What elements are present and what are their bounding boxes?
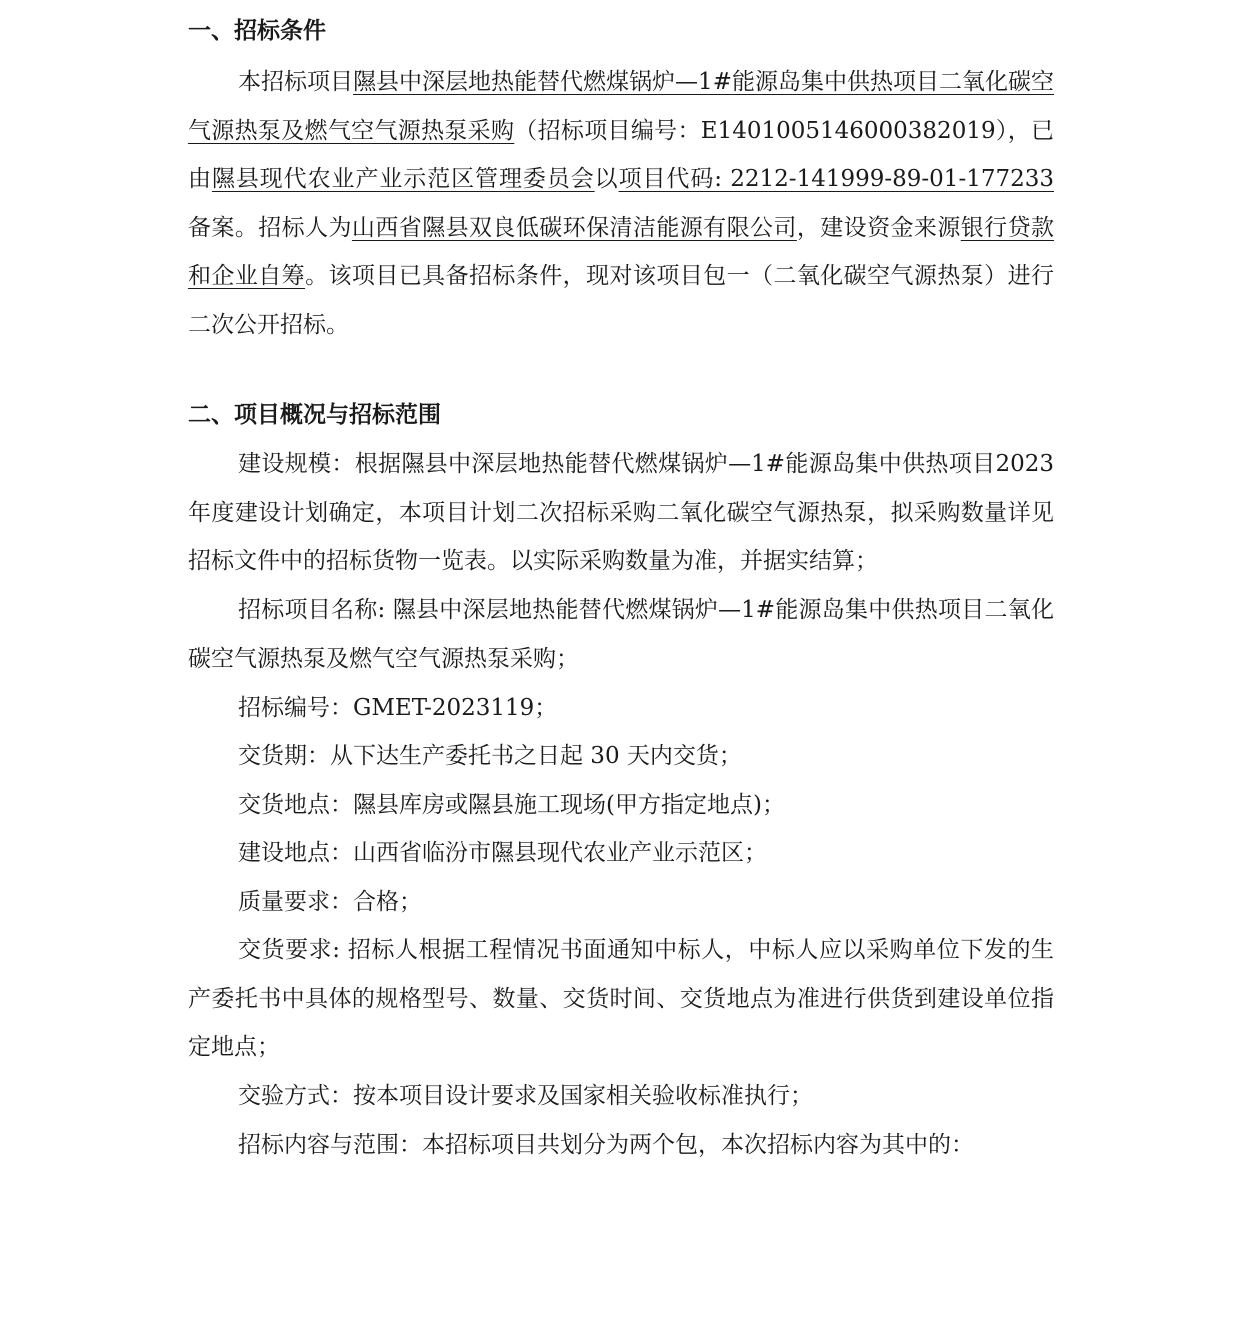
project-no-label: （招标项目编号：	[514, 117, 701, 144]
section1-heading: 一、招标条件	[188, 18, 326, 44]
name-paragraph: 招标项目名称: 隰县中深层地热能替代燃煤锅炉—1#能源岛集中供热项目二氧化碳空气源热泵及燃气空气源热泵采购；	[188, 597, 1054, 672]
number-paragraph: 招标编号：GMET-2023119；	[238, 695, 558, 721]
by-text: 以	[594, 166, 619, 192]
quality-paragraph: 质量要求：合格；	[238, 889, 422, 915]
build-place-paragraph: 建设地点：山西省临汾市隰县现代农业产业示范区；	[238, 840, 767, 866]
acceptance-paragraph: 交验方式：按本项目设计要求及国家相关验收标准执行；	[238, 1083, 813, 1109]
section1-paragraph	[188, 58, 1054, 349]
delivery-place-paragraph: 交货地点：隰县库房或隰县施工现场(甲方指定地点)；	[238, 792, 785, 818]
delivery-requirement-paragraph: 交货要求: 招标人根据工程情况书面通知中标人，中标人应以采购单位下发的生产委托书中具体的规格型号、数量、交货时间、交货地点为准进行供货到建设单位指定地点；	[188, 937, 1054, 1060]
project-code: 项目代码: 2212-141999-89-01-177233	[618, 166, 1055, 192]
section2-heading: 二、项目概况与招标范围	[188, 402, 441, 428]
intro-text: 本招标项目	[238, 69, 354, 95]
tenderer: 山西省隰县双良低碳环保清洁能源有限公司	[351, 214, 797, 241]
tenderer-label: 备案。招标人为	[188, 214, 352, 241]
scale-paragraph: 建设规模：根据隰县中深层地热能替代燃煤锅炉—1#能源岛集中供热项目2023年度建设计划确定，本项目计划二次招标采购二氧化碳空气源热泵，拟采购数量详见招标文件中的招标货物一览表。以实际采购数量为准，并据实结算；	[188, 451, 1054, 574]
funding-label: ，建设资金来源	[796, 214, 961, 241]
project-no: E1401005146000382019	[700, 117, 996, 144]
scope-paragraph: 招标内容与范围：本招标项目共划分为两个包，本次招标内容为其中的：	[238, 1132, 974, 1158]
funding-source: 银行贷款和企业自筹	[188, 214, 1055, 289]
conclusion-text: 。该项目已具备招标条件，现对该项目包一（二氧化碳空气源热泵）进行二次公开招标。	[188, 263, 1055, 338]
project-name: 隰县中深层地热能替代燃煤锅炉—1#能源岛集中供热项目二氧化碳空气源热泵及燃气空气源热泵采购	[188, 69, 1054, 144]
delivery-period-paragraph: 交货期：从下达生产委托书之日起 30 天内交货；	[238, 743, 742, 769]
approver: 隰县现代农业产业示范区管理委员会	[211, 166, 595, 192]
approved-by-text: ），已由	[188, 117, 1055, 192]
